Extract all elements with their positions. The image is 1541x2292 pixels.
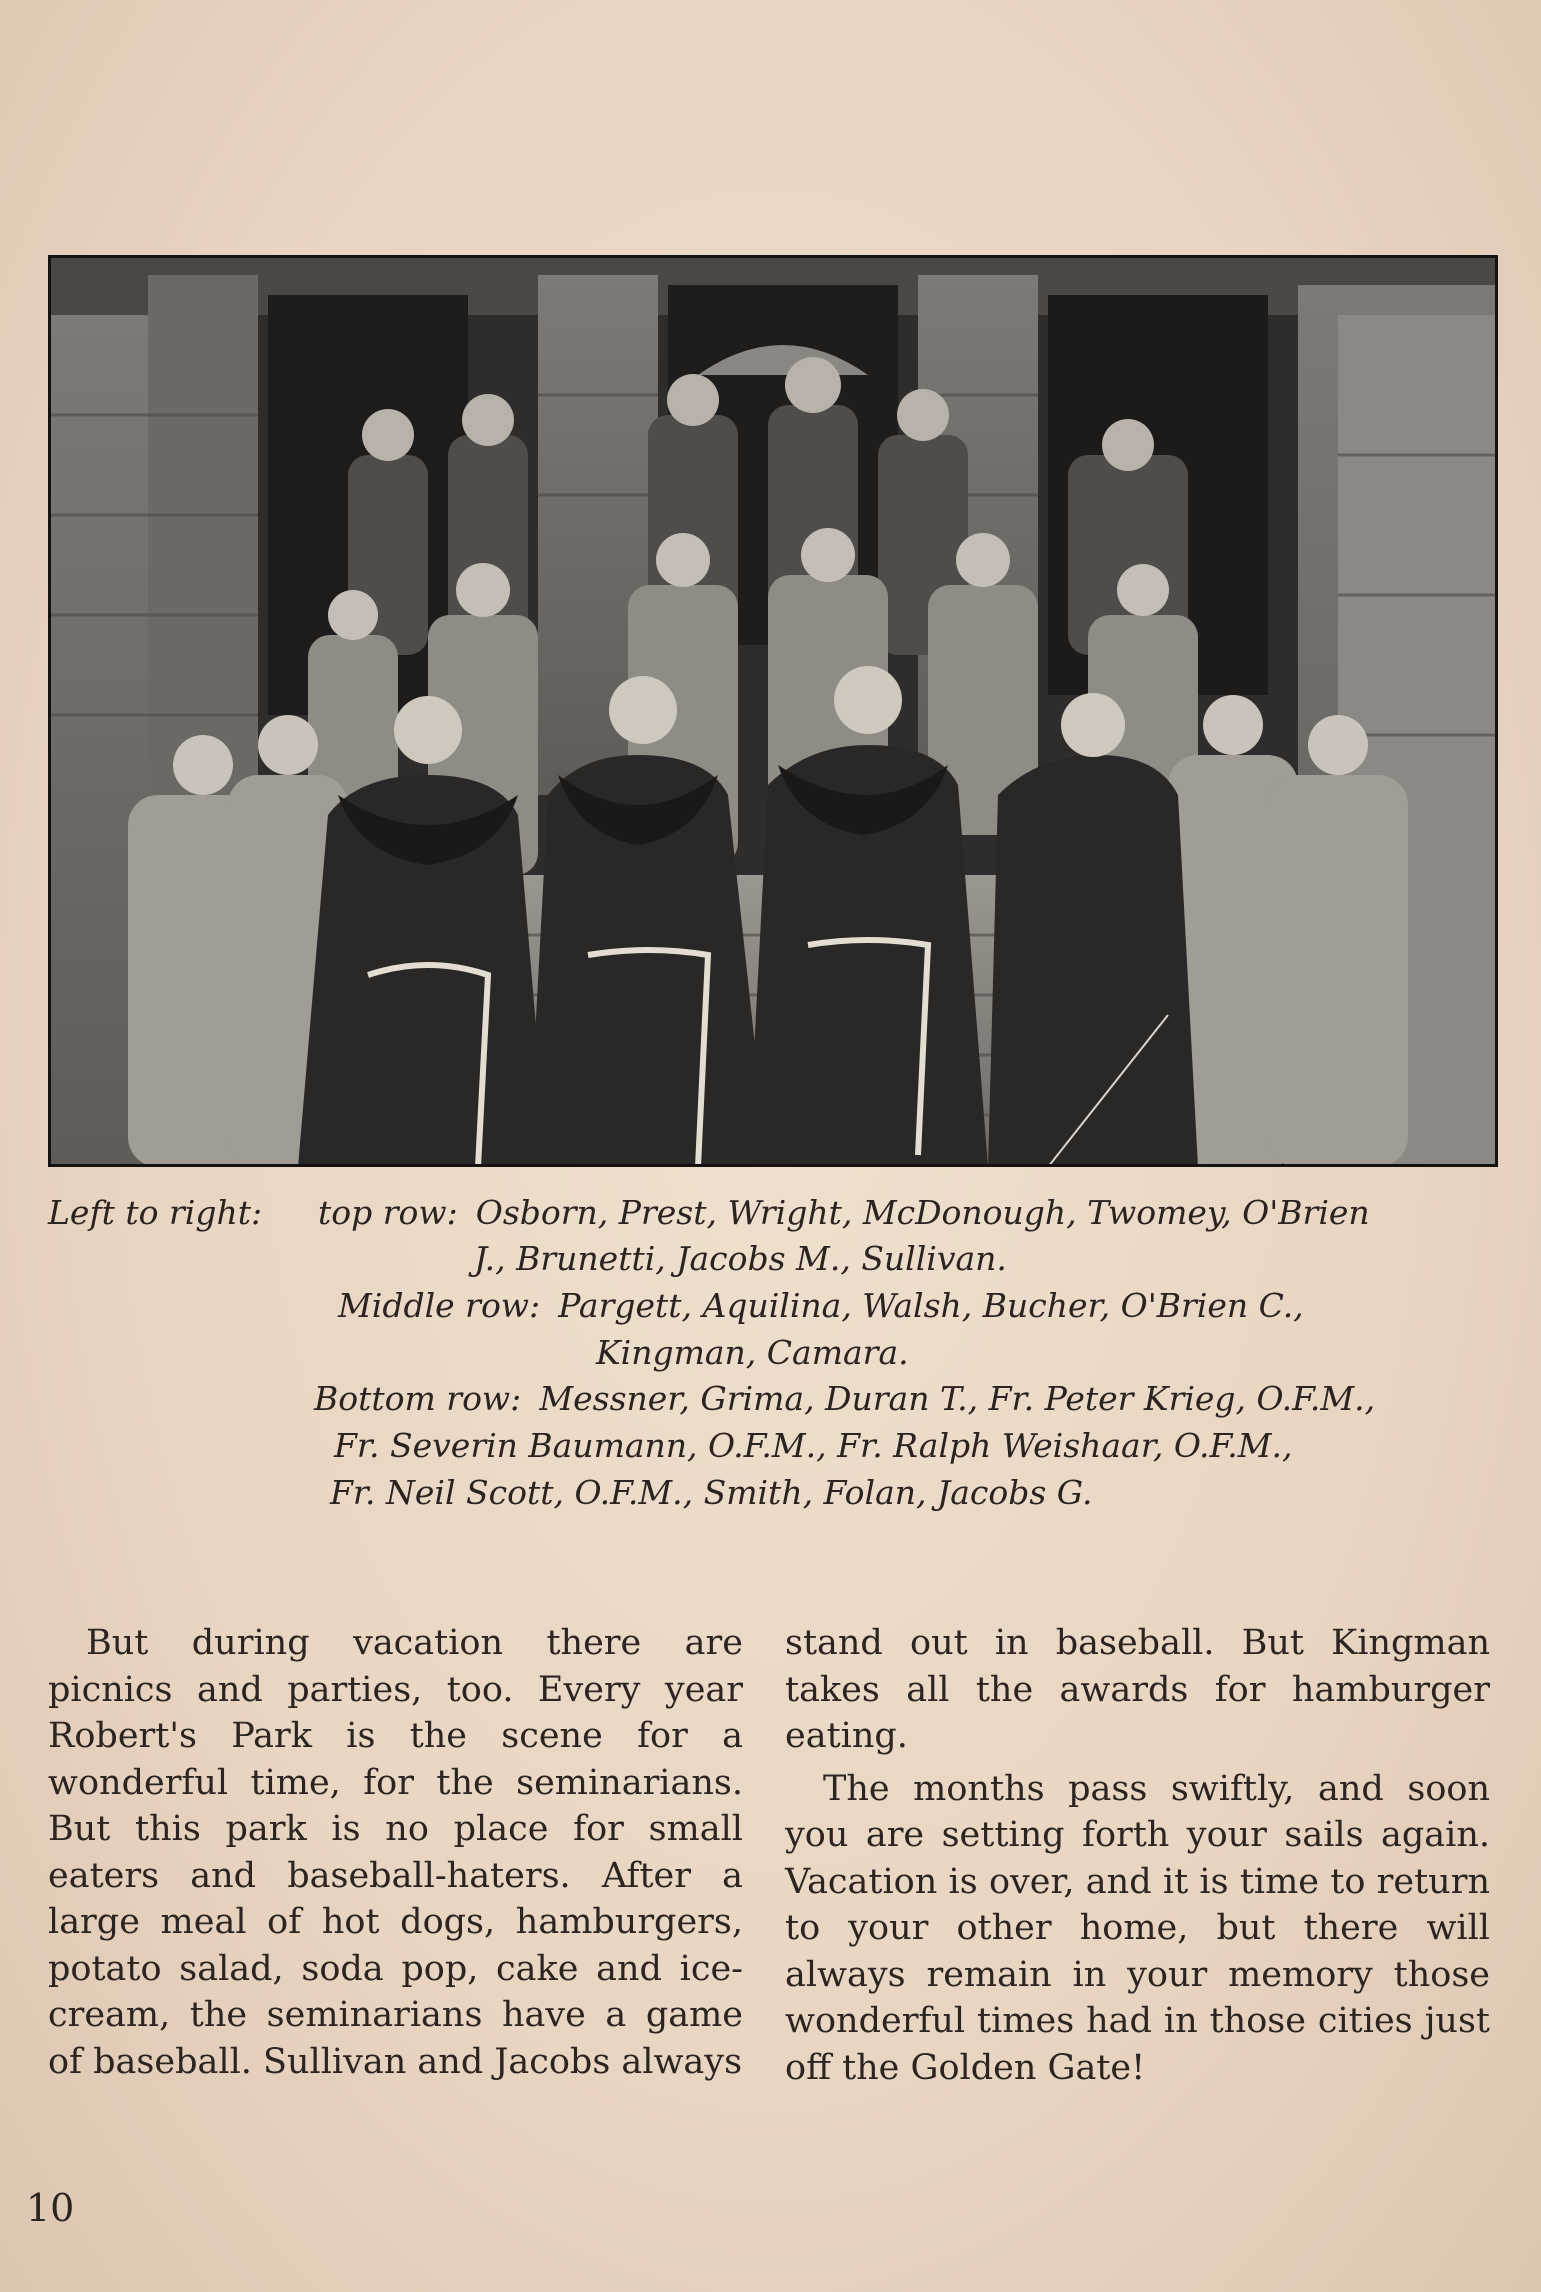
group-photo-illustration — [48, 255, 1498, 1167]
caption-top-row-line-1 — [318, 1190, 1370, 1236]
body-column-left — [48, 1620, 743, 2085]
caption-top-row-label: top row: — [318, 1193, 458, 1232]
caption-middle-row-label: Middle row: — [338, 1286, 541, 1325]
caption-top-row-names-1: Osborn, Prest, Wright, McDonough, Twomey, O'Brien — [475, 1193, 1370, 1232]
caption-middle-row-names-1: Pargett, Aquilina, Walsh, Bucher, O'Brien C., — [558, 1286, 1304, 1325]
caption-bottom-row-names-2: Fr. Severin Baumann, O.F.M., Fr. Ralph Weishaar, O.F.M., — [334, 1426, 1293, 1465]
caption-lead: Left to right: — [48, 1193, 263, 1232]
page-number: 10 — [26, 2186, 75, 2230]
caption-bottom-row-line-1 — [314, 1376, 1375, 1422]
caption-bottom-row-names-3: Fr. Neil Scott, O.F.M., Smith, Folan, Jacobs G. — [330, 1473, 1093, 1512]
left-paragraph: But during vacation there are picnics and parties, too. Every year Robert's Park is the scene for a wonderful time, for the seminarians. But this park is no place for small eaters and baseball-haters. After a large meal of hot dogs, hamburgers, potato salad, soda pop, cake and ice-cream, the seminarians have a game of baseball. Sullivan and Jacobs always — [48, 1623, 743, 2082]
group-photo — [48, 255, 1498, 1167]
right-paragraph-1: stand out in baseball. But Kingman takes all the awards for hamburger eating. — [785, 1623, 1490, 1756]
caption-middle-row-line-1 — [338, 1283, 1304, 1329]
right-paragraph-2: The months pass swiftly, and soon you are setting forth your sails again. Vacation is over, and it is time to return to your other home, but there will always remain in your memory those wonderful times had in those cities just off the Golden Gate! — [785, 1768, 1490, 2088]
caption-bottom-row-label: Bottom row: — [314, 1379, 522, 1418]
caption-top-row-names-2: J., Brunetti, Jacobs M., Sullivan. — [474, 1239, 1007, 1278]
body-column-right — [785, 1620, 1490, 2091]
caption-bottom-row-names-1: Messner, Grima, Duran T., Fr. Peter Krieg, O.F.M., — [539, 1379, 1376, 1418]
caption-middle-row-names-2: Kingman, Camara. — [596, 1333, 909, 1372]
